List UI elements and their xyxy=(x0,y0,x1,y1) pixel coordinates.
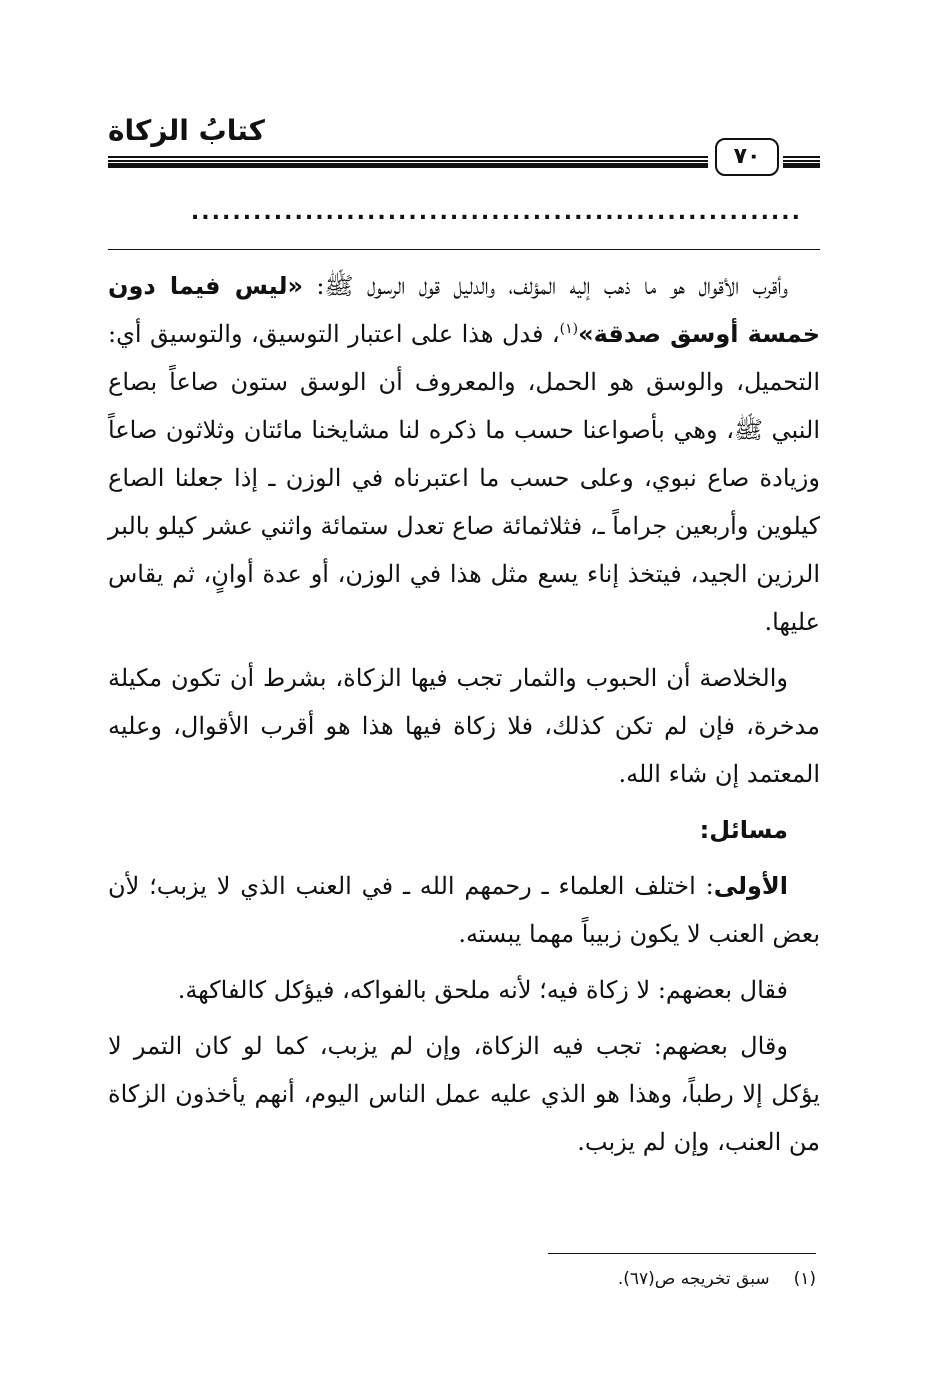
section-rule xyxy=(108,249,820,250)
dotted-separator: ........................................................... xyxy=(190,200,802,225)
hadith-quote: «ليس فيما دون خمسة أوسق صدقة» xyxy=(108,272,820,348)
paragraph-5: وقال بعضهم: تجب فيه الزكاة، وإن لم يزبب، كما لو كان التمر لا يؤكل إلا رطباً، وهذا هو الذي عليه عمل الناس اليوم، أنهم يأخذون الزكاة من العنب، وإن لم يزبب. xyxy=(108,1032,820,1156)
paragraph-1-text-a: وأقرب الأقوال هو ما ذهب إليه المؤلف، والدليل قول الرسول ﷺ: xyxy=(302,272,789,300)
paragraph-3-text: : اختلف العلماء ـ رحمهم الله ـ في العنب الذي لا يزبب؛ لأن بعض العنب لا يكون زبيباً مهما يبسته. xyxy=(108,872,820,948)
issue-label: الأولى xyxy=(713,872,788,900)
page-header xyxy=(108,108,820,178)
header-rule-left xyxy=(108,156,708,168)
paragraph-1-text-b: ، فدل هذا على اعتبار التوسيق، والتوسيق أي: التحميل، والوسق هو الحمل، والمعروف أن الوسق ستون صاعاً بصاع النبي ﷺ، وهي بأصواعنا حسب ما ذكره لنا مشايخنا مائتان وثلاثون صاعاً وزيادة صاع نبوي، وعلى حسب ما اعتبرناه في الوزن ـ إذا جعلنا الصاع كيلوين وأربعين جراماً ـ، فثلاثمائة صاع تعدل ستمائة واثني عشر كيلو بالبر الرزين الجيد، فيتخذ إناء يسع مثل هذا في الوزن، أو عدة أوانٍ، ثم يقاس عليها. xyxy=(108,320,820,636)
book-title: كتابُ الزكاة xyxy=(108,114,265,147)
footnote-ref: (١) xyxy=(559,321,579,337)
footnote xyxy=(380,1262,816,1296)
paragraph-1 xyxy=(108,262,820,646)
paragraph-3 xyxy=(108,862,820,958)
main-text xyxy=(108,262,820,1166)
section-heading: مسائل: xyxy=(699,816,788,844)
footnote-number: (١) xyxy=(793,1269,816,1289)
paragraph-4: فقال بعضهم: لا زكاة فيه؛ لأنه ملحق بالفواكه، فيؤكل كالفاكهة. xyxy=(177,976,788,1004)
footnote-rule xyxy=(548,1253,816,1254)
page-number: ٧٠ xyxy=(733,144,761,169)
paragraph-2: والخلاصة أن الحبوب والثمار تجب فيها الزكاة، بشرط أن تكون مكيلة مدخرة، فإن لم تكن كذلك، فلا زكاة فيها هذا هو أقرب الأقوال، وعليه المعتمد إن شاء الله. xyxy=(108,664,820,788)
header-rule-right xyxy=(783,156,820,168)
footnote-text: سبق تخريجه ص(٦٧). xyxy=(617,1269,770,1289)
page-number-box xyxy=(715,138,779,176)
